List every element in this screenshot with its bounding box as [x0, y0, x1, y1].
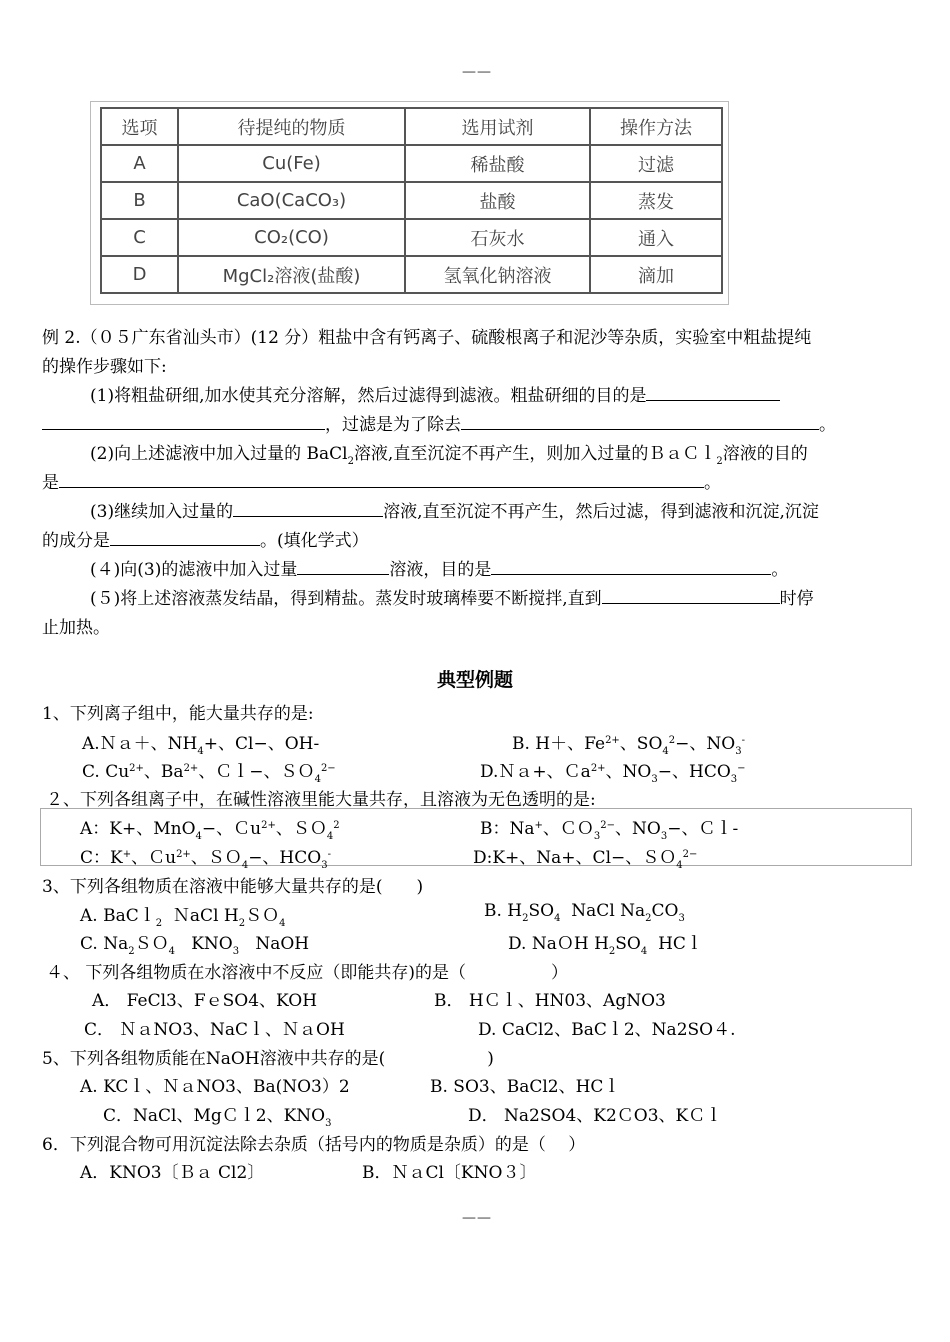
q2-option-d	[473, 843, 697, 871]
option-text: 、Ba	[143, 762, 184, 782]
q5-option-d: D． Na2SO4、K2ＣO3、KＣｌ	[468, 1106, 723, 1126]
option-text: D.Ｎａ+、Ｃa	[480, 762, 591, 782]
q5-option-c	[103, 1101, 331, 1129]
ex2-line7	[90, 497, 819, 522]
ex2-q2-text2: 溶液,直至沉淀不再产生，则加入过量的ＢａＣｌ	[353, 444, 717, 464]
option-text: 、NO	[605, 762, 652, 782]
superscript: 2+	[261, 820, 276, 831]
superscript: 2+	[129, 763, 144, 774]
option-text: A.Ｎａ＋、NH	[82, 734, 198, 754]
option-text: 、NO	[615, 819, 661, 839]
answer-blank[interactable]	[602, 587, 780, 604]
ex2-q5-text: (５)将上述溶液蒸发结晶，得到精盐。蒸发时玻璃棒要不断搅拌,直到	[90, 589, 602, 609]
table-cell: 滴加	[590, 256, 722, 293]
option-text: −、HCO	[657, 762, 731, 782]
ex2-line2: 的操作步骤如下:	[42, 357, 167, 377]
option-text: C. Cu	[82, 762, 130, 782]
header-cell: 待提纯的物质	[178, 108, 405, 145]
subscript: 3	[678, 913, 685, 924]
option-text: SO	[615, 934, 641, 954]
q4-option-a: A． FeCl3、FｅSO4、KOH	[92, 991, 318, 1011]
table-cell: 盐酸	[405, 182, 590, 219]
option-text: D. NaＯH H	[508, 934, 609, 954]
superscript: 2+	[176, 849, 191, 860]
option-text: CO	[651, 901, 679, 921]
ex2-line11: 止加热。	[42, 618, 110, 638]
answer-blank[interactable]	[646, 384, 780, 401]
option-text: 、Ｃｌ−、ＳＯ	[198, 762, 315, 782]
table-cell: 蒸发	[590, 182, 722, 219]
table-row	[101, 182, 722, 219]
subscript: 3	[660, 831, 668, 842]
option-text: −、Ｃｌ-	[667, 819, 739, 839]
subscript: 4	[195, 831, 202, 842]
period: 。	[704, 473, 721, 493]
option-text: C. Na	[80, 934, 129, 954]
subscript: 4	[314, 774, 321, 785]
ex2-q2-text4: 是	[42, 473, 59, 493]
subscript: 4	[168, 946, 175, 957]
q4-option-b: B． HＣｌ、HN03、AgNO3	[434, 991, 666, 1011]
option-text: HCｌ	[658, 934, 703, 954]
option-text: 、ＣＯ	[542, 819, 594, 839]
table-header-row	[101, 108, 722, 145]
subscript: 2	[238, 918, 246, 929]
ex2-q5-text2: 时停	[779, 589, 814, 609]
subscript: 2	[522, 913, 529, 924]
answer-blank[interactable]	[461, 413, 819, 430]
period: 。	[771, 560, 789, 580]
superscript: 2+	[590, 763, 606, 774]
option-text: −、NO	[675, 734, 736, 754]
ex2-line1: 例 2.（０５广东省汕头市）(12 分）粗盐中含有钙离子、硫酸根离子和泥沙等杂质，实验室中粗盐提纯	[42, 328, 812, 348]
answer-blank[interactable]	[110, 529, 260, 546]
ex2-line3	[90, 381, 780, 406]
table-cell: 稀盐酸	[405, 145, 590, 182]
answer-blank[interactable]	[233, 500, 383, 517]
table-row	[101, 256, 722, 293]
table-row	[101, 145, 722, 182]
option-text: A. BaCｌ	[80, 906, 156, 926]
option-text: C．NaCl、MgＣｌ2、KNO	[103, 1106, 326, 1126]
q3-stem: 3、下列各组物质在溶液中能够大量共存的是( )	[42, 877, 424, 897]
ex2-line4	[42, 410, 836, 435]
bottom-dashes: ——	[462, 1210, 492, 1226]
ex2-q3-text3: 的成分是	[42, 531, 110, 551]
option-text: C：K	[80, 848, 123, 868]
superscript: 2−	[320, 763, 336, 774]
subscript: 3	[321, 860, 328, 871]
q1-stem: 1、下列离子组中，能大量共存的是:	[42, 704, 314, 724]
subscript: 3	[325, 1118, 332, 1129]
q6-option-a: A．KNO3〔Ｂａ Cl2〕	[80, 1163, 265, 1183]
ex2-q2-text3: 溶液的目的	[722, 444, 808, 464]
answer-blank[interactable]	[42, 413, 325, 430]
subscript: 4	[279, 918, 286, 929]
q3-option-b	[484, 901, 685, 924]
subscript: 2	[128, 946, 135, 957]
superscript: 2−	[682, 849, 698, 860]
subscript: 2	[155, 918, 163, 929]
subscript: 4	[676, 860, 683, 871]
top-dashes: ——	[462, 64, 492, 80]
subscript: 4	[241, 860, 249, 871]
option-text: SO	[528, 901, 555, 921]
q3-option-a	[80, 901, 285, 929]
option-text: −、Ｃu	[201, 819, 262, 839]
q5-stem: 5、下列各组物质能在NaOH溶液中共存的是( )	[42, 1049, 494, 1069]
table-cell: D	[101, 256, 178, 293]
superscript: 2	[668, 735, 676, 746]
table-row	[101, 219, 722, 256]
q1-option-d	[480, 757, 746, 785]
ex2-line10	[90, 584, 814, 609]
table-cell: 通入	[590, 219, 722, 256]
ex2-q3-text4: 。(填化学式）	[260, 531, 369, 551]
q1-option-c	[82, 757, 336, 785]
subscript: 3	[735, 746, 742, 757]
subscript: 3	[232, 946, 240, 957]
ex2-q3-text: (3)继续加入过量的	[90, 502, 234, 522]
option-text: 、ＳＯ	[190, 848, 242, 868]
subscript: 2	[608, 946, 616, 957]
option-text: ＮaCl H	[172, 906, 239, 926]
separation-table	[100, 107, 723, 294]
table-cell: MgCl₂溶液(盐酸)	[178, 256, 405, 293]
q5-option-a: A. KCｌ、ＮａNO3、Ba(NO3）2	[80, 1077, 350, 1097]
header-cell: 选用试剂	[405, 108, 590, 145]
ex2-line5	[90, 439, 808, 467]
q6-stem: 6．下列混合物可用沉淀法除去杂质（括号内的物质是杂质）的是（ ）	[42, 1135, 586, 1155]
option-text: KNO	[191, 934, 233, 954]
q1-option-b	[512, 729, 745, 757]
q4-option-c: C． ＮａNO3、NaCｌ、ＮａOH	[84, 1020, 345, 1040]
option-text: NaCl Na	[571, 901, 646, 921]
header-cell: 操作方法	[590, 108, 722, 145]
q2-option-a	[80, 814, 340, 842]
q4-stem: ４、 下列各组物质在水溶液中不反应（即能共存)的是（ ）	[46, 963, 569, 983]
ex2-q2-text: (2)向上述滤液中加入过量的 BaCl	[90, 444, 348, 464]
ex2-line9	[90, 555, 788, 580]
subscript: 4	[554, 913, 561, 924]
table-cell: CO₂(CO)	[178, 219, 405, 256]
superscript: 2	[333, 820, 340, 831]
q3-option-c	[80, 929, 309, 957]
ex2-line6	[42, 468, 721, 493]
table-cell: CaO(CaCO₃)	[178, 182, 405, 219]
option-text: ＳＯ	[245, 906, 280, 926]
subscript: 3	[651, 774, 658, 785]
table-cell: A	[101, 145, 178, 182]
ex2-q4-text2: 溶液，目的是	[389, 560, 492, 580]
subscript: 3	[730, 774, 738, 785]
answer-blank[interactable]	[491, 558, 771, 575]
option-text: D:K+、Na+、Cl−、ＳＯ	[473, 848, 677, 868]
option-text: −、HCO	[248, 848, 322, 868]
option-text: A：K+、MnO	[80, 819, 196, 839]
q2-option-b	[480, 814, 738, 842]
ex2-q1-text: (1)将粗盐研细,加水使其充分溶解，然后过滤得到滤液。粗盐研细的目的是	[90, 386, 647, 406]
subscript: 2	[347, 456, 354, 467]
superscript: +	[122, 849, 132, 860]
q3-option-d	[508, 929, 703, 957]
superscript: -	[741, 735, 745, 746]
ex2-q4-text: (４)向(3)的滤液中加入过量	[90, 560, 298, 580]
ex2-q1-text2: ，过滤是为了除去	[325, 415, 461, 435]
answer-blank[interactable]	[59, 471, 704, 488]
option-text: +、Cl−、OH-	[203, 734, 320, 754]
table-cell: C	[101, 219, 178, 256]
q6-option-b: B．ＮａCl〔KNO３〕	[362, 1163, 537, 1183]
period: 。	[819, 415, 836, 435]
section-title: 典型例题	[436, 669, 513, 691]
table-cell: B	[101, 182, 178, 219]
q5-option-b: B. SO3、BaCl2、HCｌ	[430, 1077, 621, 1097]
option-text: 、SO	[619, 734, 663, 754]
option-text: 、ＳＯ	[275, 819, 327, 839]
option-text: B. H	[484, 901, 523, 921]
ex2-line8	[42, 526, 369, 551]
subscript: 4	[662, 746, 669, 757]
superscript: 2+	[183, 763, 199, 774]
subscript: 4	[326, 831, 334, 842]
superscript: −	[737, 763, 746, 774]
superscript: +	[534, 820, 543, 831]
answer-blank[interactable]	[297, 558, 389, 575]
option-text: ＳＯ	[134, 934, 169, 954]
option-text: B. H＋、Fe	[512, 734, 606, 754]
header-cell: 选项	[101, 108, 178, 145]
superscript: 2+	[605, 735, 620, 746]
subscript: 2	[716, 456, 723, 467]
table-cell: 石灰水	[405, 219, 590, 256]
subscript: 2	[645, 913, 652, 924]
q2-stem: ２、下列各组离子中，在碱性溶液里能大量共存，且溶液为无色透明的是:	[46, 790, 596, 810]
table-cell: 过滤	[590, 145, 722, 182]
q2-option-c	[80, 843, 331, 871]
q1-option-a	[82, 729, 319, 757]
subscript: 4	[640, 946, 648, 957]
option-text: 、Ｃu	[131, 848, 177, 868]
subscript: 4	[197, 746, 204, 757]
table-cell: Cu(Fe)	[178, 145, 405, 182]
option-text: B：Na	[480, 819, 535, 839]
table-cell: 氢氧化钠溶液	[405, 256, 590, 293]
ex2-q3-text2: 溶液,直至沉淀不再产生，然后过滤，得到滤液和沉淀,沉淀	[383, 502, 819, 522]
superscript: 2−	[600, 820, 616, 831]
option-text: NaOH	[255, 934, 310, 954]
superscript: -	[327, 849, 331, 860]
q4-option-d: D. CaCl2、BaCｌ2、Na2SO４.	[478, 1020, 736, 1040]
subscript: 3	[593, 831, 601, 842]
